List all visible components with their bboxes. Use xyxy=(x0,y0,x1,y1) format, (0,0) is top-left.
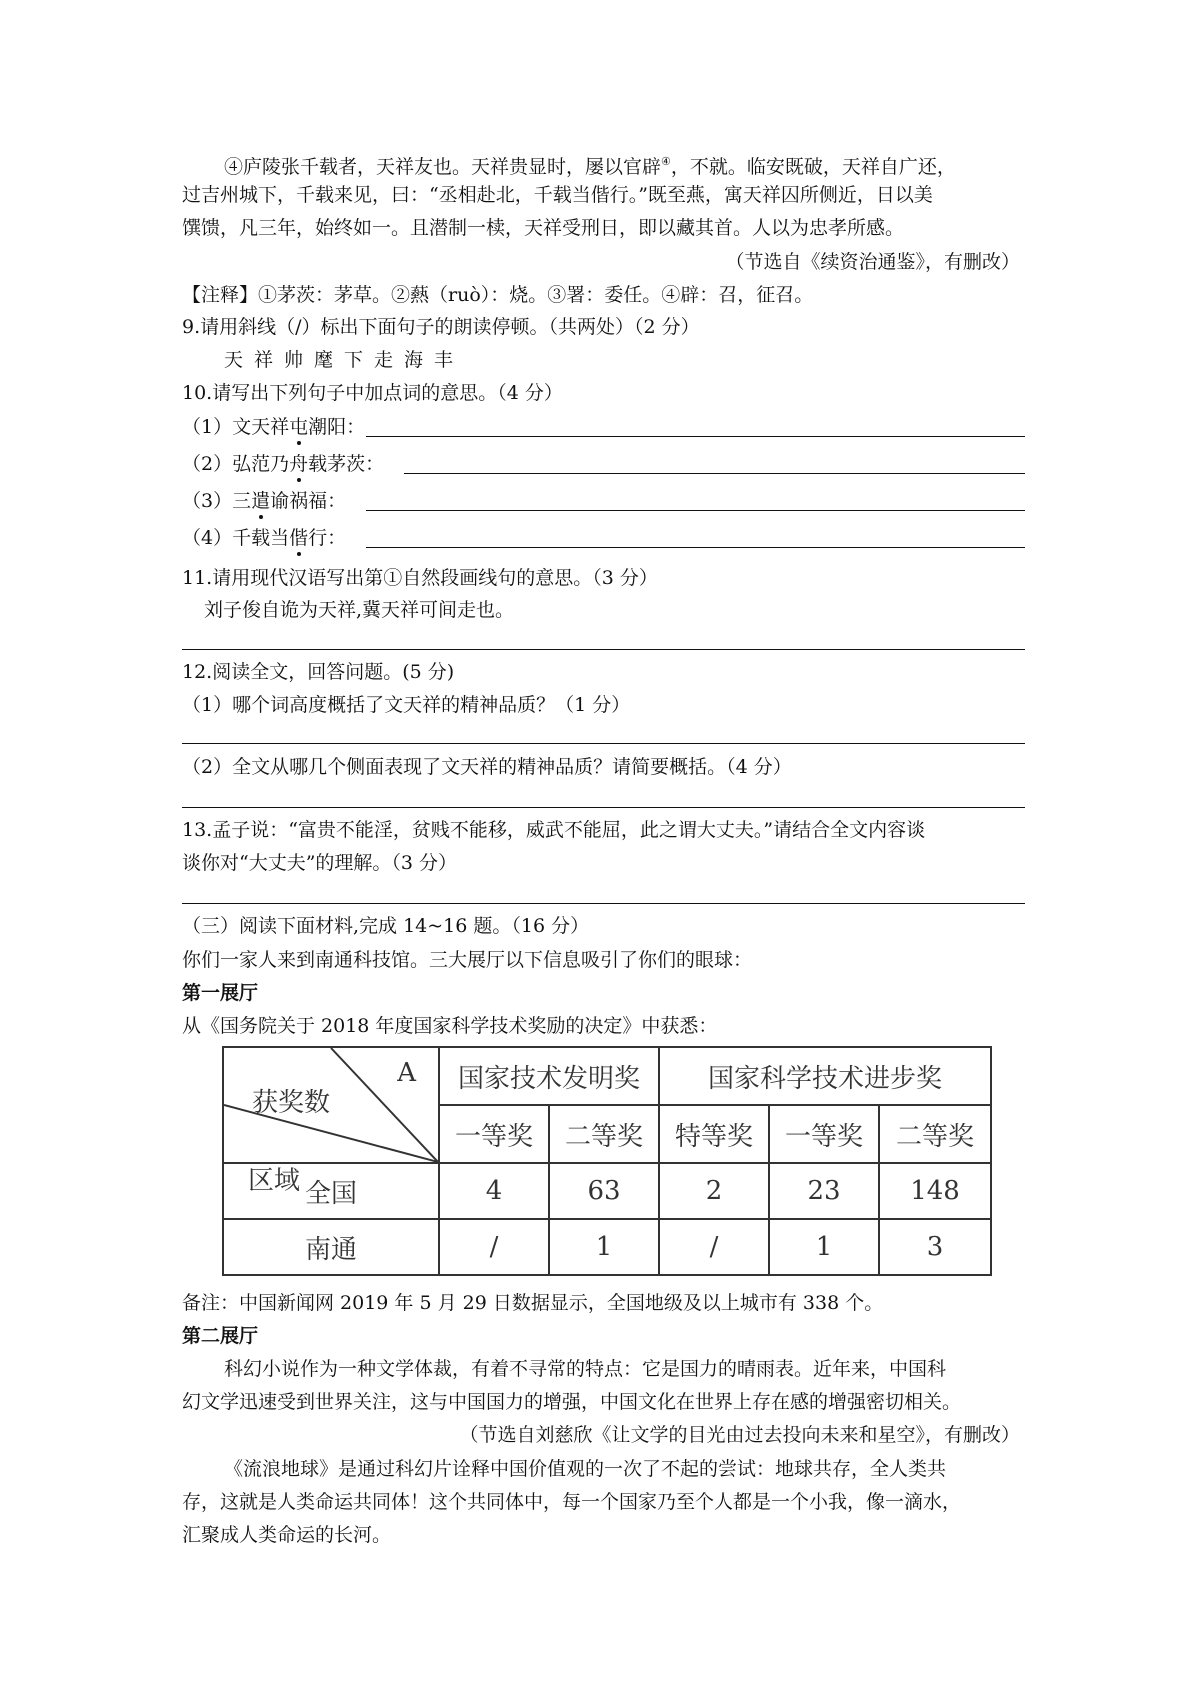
table-cell: 148 xyxy=(879,1163,991,1219)
hall2-p2-line1: 《流浪地球》是通过科幻片诠释中国价值观的一次了不起的尝试：地球共存，全人类共 xyxy=(224,1458,947,1480)
table-row xyxy=(223,1163,991,1219)
table-group-header: 国家技术发明奖 xyxy=(439,1047,659,1105)
table-cell: / xyxy=(439,1219,549,1275)
passage-text: ，不就。临安既破，天祥自广还， xyxy=(670,156,956,178)
q10-item-2 xyxy=(182,452,384,476)
table-cell: 4 xyxy=(439,1163,549,1219)
q9-sentence: 天祥帅麾下走海丰 xyxy=(224,349,465,371)
q10-item-text: 载茅茨： xyxy=(308,453,385,475)
dotted-word: 屯 xyxy=(289,416,309,438)
table-cell: 23 xyxy=(769,1163,879,1219)
q10-item-text: 潮阳： xyxy=(308,416,366,438)
table-cell: 1 xyxy=(549,1219,659,1275)
corner-label-awards: 获奖数 xyxy=(252,1088,331,1118)
table-row xyxy=(223,1219,991,1275)
q13-line1: 13.孟子说：“富贵不能淫，贫贱不能移，威武不能屈，此之谓大丈夫。”请结合全文内容谈 xyxy=(182,819,926,841)
corner-label-region: 区域 xyxy=(248,1166,301,1196)
q10-prompt: 10.请写出下列句子中加点词的意思。（4 分） xyxy=(182,382,563,404)
footnote-marker: ④ xyxy=(661,155,671,168)
table-row-region: 南通 xyxy=(223,1219,439,1275)
table-subheader: 二等奖 xyxy=(879,1105,991,1163)
table-cell: 63 xyxy=(549,1163,659,1219)
table-cell: 3 xyxy=(879,1219,991,1275)
dotted-word: 偕 xyxy=(289,527,309,549)
q10-answer-line-1[interactable] xyxy=(366,436,1025,437)
corner-label-a: A xyxy=(397,1058,416,1088)
hall2-source: （节选自刘慈欣《让文学的目光由过去投向未来和星空》，有删改） xyxy=(459,1424,1020,1446)
section3-heading: （三）阅读下面材料,完成 14~16 题。（16 分） xyxy=(182,915,590,937)
table-header-row xyxy=(223,1047,991,1105)
q10-answer-line-4[interactable] xyxy=(366,547,1025,548)
hall1-intro: 从《国务院关于 2018 年度国家科学技术奖励的决定》中获悉： xyxy=(182,1015,718,1037)
table-cell: 1 xyxy=(769,1219,879,1275)
table-row-region: 全国 xyxy=(223,1163,439,1219)
q13-answer-line[interactable] xyxy=(182,903,1025,904)
passage-notes: 【注释】①茅茨：茅草。②爇（ruò）：烧。③署：委任。④辟：召，征召。 xyxy=(182,284,814,306)
q12-sub2: （2）全文从哪几个侧面表现了文天祥的精神品质？请简要概括。（4 分） xyxy=(182,756,792,778)
q10-item-4 xyxy=(182,526,346,550)
hall1-title: 第一展厅 xyxy=(182,982,259,1004)
q10-item-text: （3）三 xyxy=(182,490,252,512)
q10-item-text: 行： xyxy=(308,527,347,549)
table-group-header: 国家科学技术进步奖 xyxy=(659,1047,991,1105)
dotted-word: 遣 xyxy=(251,490,271,512)
q10-item-1 xyxy=(182,415,365,439)
section3-intro: 你们一家人来到南通科技馆。三大展厅以下信息吸引了你们的眼球： xyxy=(182,949,753,971)
q10-item-text: （4）千载当 xyxy=(182,527,290,549)
table-cell: / xyxy=(659,1219,769,1275)
q11-prompt: 11.请用现代汉语写出第①自然段画线句的意思。（3 分） xyxy=(182,567,658,589)
q10-item-text: （2）弘范乃 xyxy=(182,453,290,475)
table-subheader: 一等奖 xyxy=(439,1105,549,1163)
q10-item-text: （1）文天祥 xyxy=(182,416,290,438)
q10-answer-line-3[interactable] xyxy=(366,510,1025,511)
q12-sub1: （1）哪个词高度概括了文天祥的精神品质？（1 分） xyxy=(182,694,631,716)
table-cell: 2 xyxy=(659,1163,769,1219)
q12-answer-line-1[interactable] xyxy=(182,743,1025,744)
award-table xyxy=(222,1046,992,1276)
table-subheader: 特等奖 xyxy=(659,1105,769,1163)
hall1-note: 备注：中国新闻网 2019 年 5 月 29 日数据显示，全国地级及以上城市有 338 个。 xyxy=(182,1292,884,1314)
q13-line2: 谈你对“大丈夫”的理解。（3 分） xyxy=(182,852,458,874)
table-subheader: 一等奖 xyxy=(769,1105,879,1163)
q12-prompt: 12.阅读全文，回答问题。(5 分) xyxy=(182,661,455,683)
hall2-title: 第二展厅 xyxy=(182,1325,259,1347)
q10-item-text: 谕祸福： xyxy=(270,490,347,512)
passage-p4-line3: 馔馈，凡三年，始终如一。且潜制一椟，天祥受刑日，即以藏其首。人以为忠孝所感。 xyxy=(182,217,905,239)
q9-prompt: 9.请用斜线（/）标出下面句子的朗读停顿。（共两处）（2 分） xyxy=(182,316,700,338)
hall2-p2-line3: 汇聚成人类命运的长河。 xyxy=(182,1524,392,1546)
hall2-p1-line2: 幻文学迅速受到世界关注，这与中国国力的增强，中国文化在世界上存在感的增强密切相关。 xyxy=(182,1391,962,1413)
q11-sentence: 刘子俊自诡为天祥,冀天祥可间走也。 xyxy=(204,599,515,621)
q11-answer-line[interactable] xyxy=(182,649,1025,650)
passage-p4-line1 xyxy=(224,150,956,179)
dotted-word: 舟 xyxy=(289,453,309,475)
hall2-p1-line1: 科幻小说作为一种文学体裁，有着不寻常的特点：它是国力的晴雨表。近年来，中国科 xyxy=(224,1358,947,1380)
hall2-p2-line2: 存，这就是人类命运共同体！这个共同体中，每一个国家乃至个人都是一个小我，像一滴水， xyxy=(182,1491,962,1513)
q10-answer-line-2[interactable] xyxy=(404,473,1025,474)
q10-item-3 xyxy=(182,489,346,513)
q12-answer-line-2[interactable] xyxy=(182,807,1025,808)
passage-text: ④庐陵张千载者，天祥友也。天祥贵显时，屡以官辟 xyxy=(224,156,662,178)
passage-p4-line2: 过吉州城下，千载来见，曰：“丞相赴北，千载当偕行。”既至燕，寓天祥囚所侧近，日以美 xyxy=(182,184,933,206)
table-subheader: 二等奖 xyxy=(549,1105,659,1163)
passage-source: （节选自《续资治通鉴》，有删改） xyxy=(725,251,1020,273)
